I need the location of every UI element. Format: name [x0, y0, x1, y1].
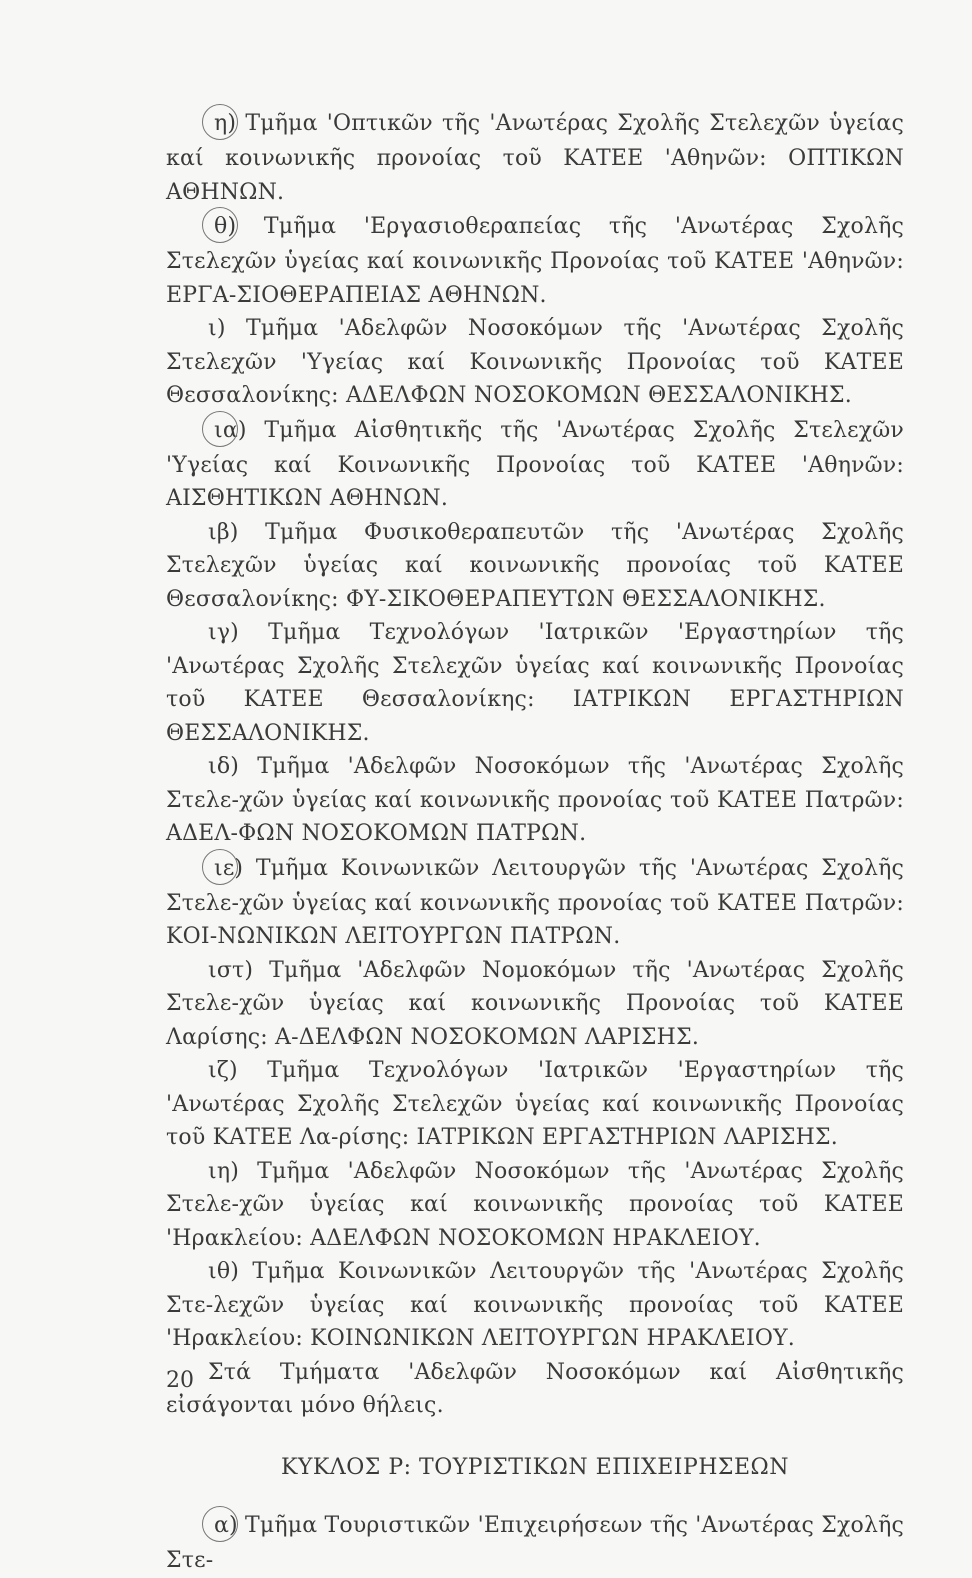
paragraph-iota-theta: ιθ) Τμῆμα Κοινωνικῶν Λειτουργῶν τῆς 'Ανωτέρας Σχολῆς Στε-λεχῶν ὑγείας καί κοινωνικῆς προνοίας τοῦ ΚΑΤΕΕ 'Ηρακλείου: ΚΟΙΝΩΝΙΚΩΝ ΛΕΙΤΟΥΡΓΩΝ ΗΡΑΚΛΕΙΟΥ.	[166, 1259, 904, 1351]
paragraph-iota-zeta: ιζ) Τμῆμα Τεχνολόγων 'Ιατρικῶν 'Εργαστηρίων τῆς 'Ανωτέρας Σχολῆς Στελεχῶν ὑγείας καί κοινωνικῆς Προνοίας τοῦ ΚΑΤΕΕ Λα-ρίσης: ΙΑΤΡΙΚΩΝ ΕΡΓΑΣΤΗΡΙΩΝ ΛΑΡΙΣΗΣ.	[166, 1058, 904, 1150]
paragraph-iota-stigma: ιστ) Τμῆμα 'Αδελφῶν Νομοκόμων τῆς 'Ανωτέρας Σχολῆς Στελε-χῶν ὑγείας καί κοινωνικῆς Προνοίας τοῦ ΚΑΤΕΕ Λαρίσης: Α-ΔΕΛΦΩΝ ΝΟΣΟΚΟΜΩΝ ΛΑΡΙΣΗΣ.	[166, 957, 904, 1050]
paragraph-iota-gamma: ιγ) Τμῆμα Τεχνολόγων 'Ιατρικῶν 'Εργαστηρίων τῆς 'Ανωτέρας Σχολῆς Στελεχῶν ὑγείας καί κοινωνικῆς Προνοίας τοῦ ΚΑΤΕΕ Θεσσαλονίκης: ΙΑΤΡΙΚΩΝ ΕΡΓΑΣΤΗΡΙΩΝ ΘΕΣΣΑΛΟΝΙΚΗΣ.	[166, 620, 904, 746]
body-text	[166, 106, 904, 1578]
paragraph-eta: η) Τμῆμα 'Οπτικῶν τῆς 'Ανωτέρας Σχολῆς Στελεχῶν ὑγείας καί κοινωνικῆς προνοίας τοῦ ΚΑΤΕΕ 'Αθηνῶν: ΟΠΤΙΚΩΝ ΑΘΗΝΩΝ.	[166, 106, 904, 209]
paragraph-iota-beta: ιβ) Τμῆμα Φυσικοθεραπευτῶν τῆς 'Ανωτέρας Σχολῆς Στελεχῶν ὑγείας καί κοινωνικῆς προνοίας τοῦ ΚΑΤΕΕ Θεσσαλονίκης: ΦΥ-ΣΙΚΟΘΕΡΑΠΕΥΤΩΝ ΘΕΣΣΑΛΟΝΙΚΗΣ.	[166, 519, 904, 612]
paragraph-iota-alpha: ια) Τμῆμα Αἰσθητικῆς τῆς 'Ανωτέρας Σχολῆς Στελεχῶν 'Υγείας καί Κοινωνικῆς Προνοίας τοῦ ΚΑΤΕΕ 'Αθηνῶν: ΑΙΣΘΗΤΙΚΩΝ ΑΘΗΝΩΝ.	[166, 413, 904, 516]
paragraph-theta: θ) Τμῆμα 'Εργασιοθεραπείας τῆς 'Ανωτέρας Σχολῆς Στελεχῶν ὑγείας καί κοινωνικῆς Προνοίας τοῦ ΚΑΤΕΕ 'Αθηνῶν: ΕΡΓΑ-ΣΙΟΘΕΡΑΠΕΙΑΣ ΑΘΗΝΩΝ.	[166, 209, 904, 312]
page-number: 20	[166, 1368, 194, 1393]
paragraph-note: Στά Τμήματα 'Αδελφῶν Νοσοκόμων καί Αἰσθητικῆς εἰσάγονται μόνο θήλεις.	[166, 1359, 904, 1418]
circle-mark	[202, 207, 238, 243]
spacer	[166, 1484, 904, 1508]
paragraph-alpha: α) Τμῆμα Τουριστικῶν 'Επιχειρήσεων τῆς 'Ανωτέρας Σχολῆς Στε-	[166, 1508, 904, 1578]
paragraph-iota-epsilon: ιε) Τμῆμα Κοινωνικῶν Λειτουργῶν τῆς 'Ανωτέρας Σχολῆς Στελε-χῶν ὑγείας καί κοινωνικῆς προνοίας τοῦ ΚΑΤΕΕ Πατρῶν: ΚΟΙ-ΝΩΝΙΚΩΝ ΛΕΙΤΟΥΡΓΩΝ ΠΑΤΡΩΝ.	[166, 851, 904, 954]
paragraph-iota-delta: ιδ) Τμῆμα 'Αδελφῶν Νοσοκόμων τῆς 'Ανωτέρας Σχολῆς Στελε-χῶν ὑγείας καί κοινωνικῆς προνοίας τοῦ ΚΑΤΕΕ Πατρῶν: ΑΔΕΛ-ΦΩΝ ΝΟΣΟΚΟΜΩΝ ΠΑΤΡΩΝ.	[166, 754, 904, 846]
paragraph-iota: ι) Τμῆμα 'Αδελφῶν Νοσοκόμων τῆς 'Ανωτέρας Σχολῆς Στελεχῶν 'Υγείας καί Κοινωνικῆς Προνοίας τοῦ ΚΑΤΕΕ Θεσσαλονίκης: ΑΔΕΛΦΩΝ ΝΟΣΟΚΟΜΩΝ ΘΕΣΣΑΛΟΝΙΚΗΣ.	[166, 316, 904, 408]
paragraph-iota-eta: ιη) Τμῆμα 'Αδελφῶν Νοσοκόμων τῆς 'Ανωτέρας Σχολῆς Στελε-χῶν ὑγείας καί κοινωνικῆς προνοίας τοῦ ΚΑΤΕΕ 'Ηρακλείου: ΑΔΕΛΦΩΝ ΝΟΣΟΚΟΜΩΝ ΗΡΑΚΛΕΙΟΥ.	[166, 1158, 904, 1251]
circle-mark	[202, 1506, 238, 1542]
circle-mark	[202, 411, 238, 447]
section-heading: ΚΥΚΛΟΣ Ρ: ΤΟΥΡΙΣΤΙΚΩΝ ΕΠΙΧΕΙΡΗΣΕΩΝ	[280, 1454, 790, 1480]
circle-mark	[202, 849, 238, 885]
circle-mark	[202, 104, 238, 140]
